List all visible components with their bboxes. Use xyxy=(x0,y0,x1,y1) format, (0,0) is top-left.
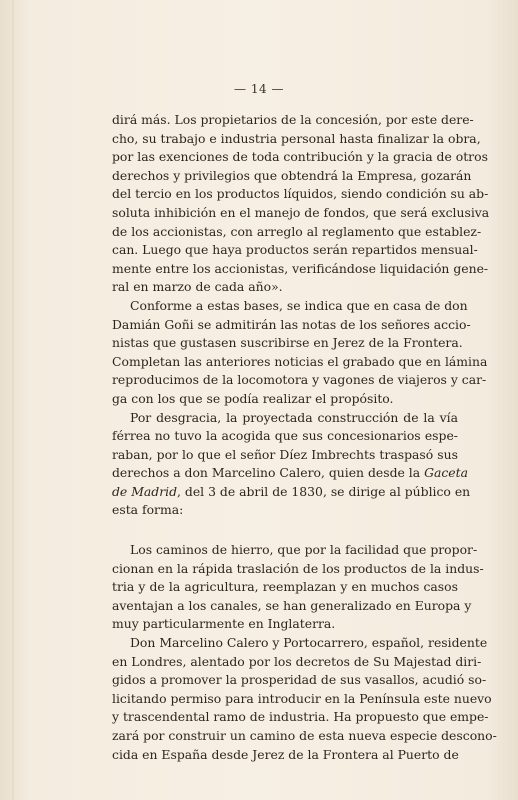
text-line: ral en marzo de cada año». xyxy=(112,279,283,295)
text-line: Los caminos de hierro, que por la facilidad que propor- xyxy=(130,542,478,558)
text-line: cionan en la rápida traslación de los productos de la indus- xyxy=(112,560,484,576)
text-line: Por desgracia, la proyectada construcción de la vía xyxy=(130,409,458,425)
publication-name-line1: Gaceta xyxy=(424,465,469,481)
text-line: muy particularmente en Inglaterra. xyxy=(112,616,336,632)
text-line xyxy=(112,483,471,502)
text-line-start: derechos a don Marcelino Calero, quien desde la xyxy=(112,465,425,481)
text-line: en Londres, alentado por los decretos de Su Majestad diri- xyxy=(112,653,482,669)
paragraph-2 xyxy=(112,297,488,409)
text-line: Conforme a estas bases, se indica que en casa de don xyxy=(130,297,468,313)
text-line: aventajan a los canales, se han generalizado en Europa y xyxy=(112,597,472,613)
text-line: de los accionistas, con arreglo al reglamento que establez- xyxy=(112,223,482,239)
text-line: esta forma: xyxy=(112,502,184,518)
text-line: tria y de la agricultura, reemplazan y en muchos casos xyxy=(112,579,458,595)
text-line: mente entre los accionistas, verificándose liquidación gene- xyxy=(112,260,489,276)
text-line: licitando permiso para introducir en la Península este nuevo xyxy=(112,690,492,706)
text-line: ga con los que se podía realizar el propósito. xyxy=(112,390,394,406)
text-line: cho, su trabajo e industria personal hasta finalizar la obra, xyxy=(112,130,481,146)
text-line: del tercio en los productos líquidos, siendo condición su ab- xyxy=(112,186,489,202)
text-line: derechos y privilegios que obtendrá la Empresa, gozarán xyxy=(112,167,472,183)
text-line: reproducimos de la locomotora y vagones de viajeros y car- xyxy=(112,372,487,388)
publication-name-line2: de Madrid xyxy=(112,483,178,499)
text-line xyxy=(112,464,469,483)
paragraph-1 xyxy=(112,111,490,297)
section-spacer xyxy=(112,520,458,541)
text-line: férrea no tuvo la acogida que sus concesionarios espe- xyxy=(112,428,458,444)
text-line: Damián Goñi se admitirán las notas de los señores accio- xyxy=(112,316,471,332)
text-line: por las exenciones de toda contribución y la gracia de otros xyxy=(112,149,488,165)
paragraph-3 xyxy=(112,409,471,521)
paragraph-4 xyxy=(112,541,484,634)
text-line: raban, por lo que el señor Díez Imbrechts traspasó sus xyxy=(112,446,458,462)
paragraph-5 xyxy=(112,634,497,764)
text-line: cida en España desde Jerez de la Frontera al Puerto de xyxy=(112,746,459,762)
page-number: — 14 — xyxy=(234,82,284,96)
text-line: Completan las anteriores noticias el grabado que en lámina xyxy=(112,353,488,369)
text-line: gidos a promover la prosperidad de sus vasallos, acudió so- xyxy=(112,672,487,688)
text-line: y trascendental ramo de industria. Ha propuesto que empe- xyxy=(112,709,489,725)
text-line-end: , del 3 de abril de 1830, se dirige al público en xyxy=(177,483,471,499)
text-line: zará por construir un camino de esta nueva especie descono- xyxy=(112,728,497,743)
text-line: nistas que gustasen suscribirse en Jerez de la Frontera. xyxy=(112,335,463,351)
text-line: can. Luego que haya productos serán repartidos mensual- xyxy=(112,242,478,258)
text-line: soluta inhibición en el manejo de fondos, que será exclusiva xyxy=(112,204,490,220)
page-text xyxy=(112,111,497,764)
text-line: Don Marcelino Calero y Portocarrero, español, residente xyxy=(130,635,488,651)
text-line: dirá más. Los propietarios de la concesión, por este dere- xyxy=(112,112,474,127)
